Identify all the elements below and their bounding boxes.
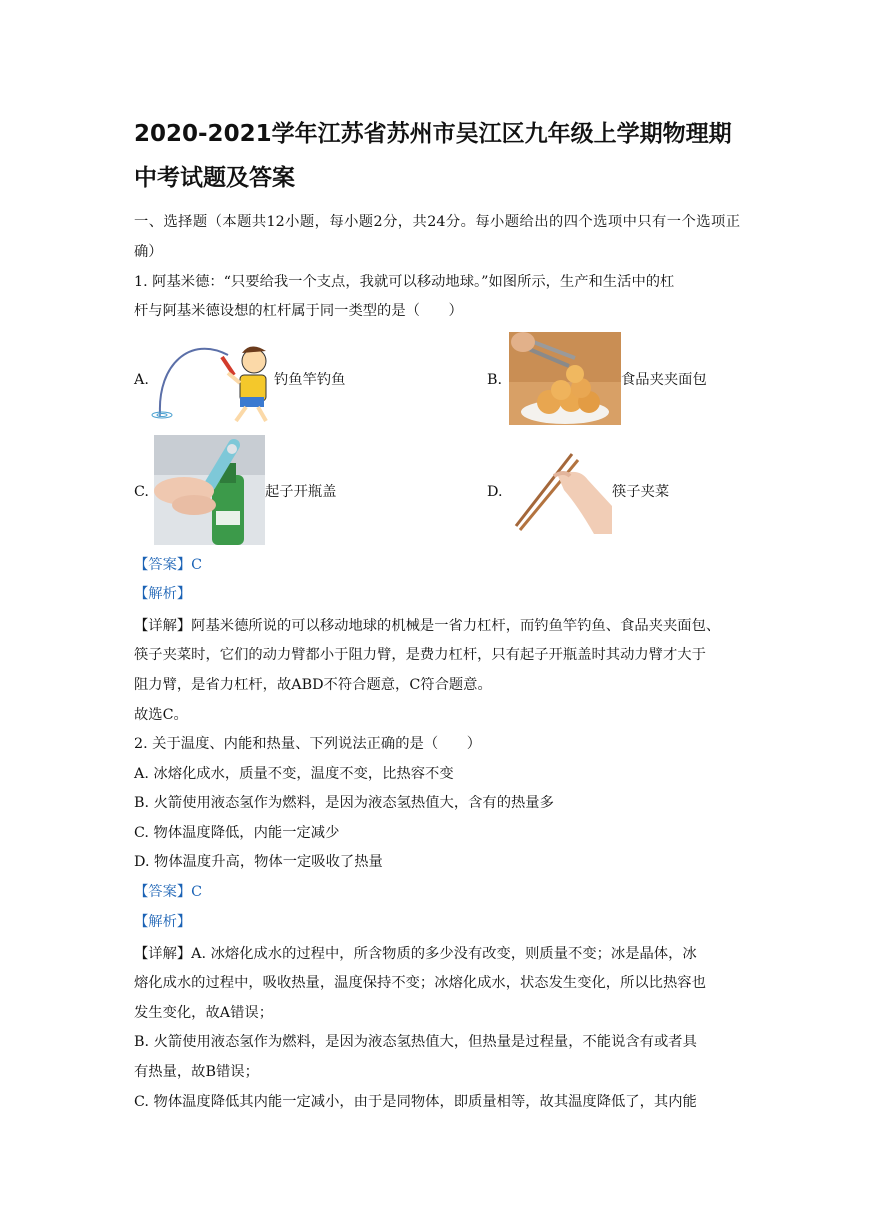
document-title: 2020-2021学年江苏省苏州市吴江区九年级上学期物理期中考试题及答案: [134, 121, 732, 191]
q2-option-d: D. 物体温度升高，物体一定吸收了热量: [134, 854, 383, 870]
q2-answer: 【答案】C: [134, 884, 203, 900]
q1-detail-line2: 筷子夹菜时，它们的动力臂都小于阻力臂，是费力杠杆，只有起子开瓶盖时其动力臂才大于: [134, 647, 706, 663]
q2-detail-line1: 【详解】A. 冰熔化成水的过程中，所含物质的多少没有改变，则质量不变；冰是晶体，冰: [134, 946, 697, 962]
q2-option-c: C. 物体温度降低，内能一定减少: [134, 825, 340, 841]
q1-option-d-label: 筷子夹菜: [612, 484, 670, 500]
q2-stem: 2. 关于温度、内能和热量、下列说法正确的是（ ）: [134, 736, 482, 752]
q2-detail-line4: B. 火箭使用液态氢作为燃料，是因为液态氢热值大，但热量是过程量，不能说含有或者具: [134, 1034, 697, 1050]
q1-answer: 【答案】C: [134, 557, 203, 573]
q1-conclusion: 故选C。: [134, 707, 188, 723]
q1-stem-line1: 1. 阿基米德：“只要给我一个支点，我就可以移动地球。”如图所示，生产和生活中的杠: [134, 274, 675, 290]
q2-option-b: B. 火箭使用液态氢作为燃料，是因为液态氢热值大，含有的热量多: [134, 795, 554, 811]
section-heading: 一、选择题（本题共12小题，每小题2分，共24分。每小题给出的四个选项中只有一个选项正确）: [134, 214, 740, 260]
q2-option-a: A. 冰熔化成水，质量不变，温度不变，比热容不变: [134, 766, 454, 782]
q1-option-a-letter: A.: [134, 372, 149, 388]
q2-analysis-tag: 【解析】: [134, 914, 192, 930]
fishing-rod-image: [150, 335, 274, 423]
q1-detail-line1: 【详解】阿基米德所说的可以移动地球的机械是一省力杠杆，而钓鱼竿钓鱼、食品夹夹面包、: [134, 618, 721, 634]
q2-detail-line5: 有热量，故B错误；: [134, 1064, 259, 1080]
q1-option-c-letter: C.: [134, 484, 149, 500]
q1-option-c-label: 起子开瓶盖: [265, 484, 337, 500]
q1-option-d-letter: D.: [487, 484, 503, 500]
q2-detail-line2: 熔化成水的过程中，吸收热量，温度保持不变；冰熔化成水，状态发生变化，所以比热容也: [134, 975, 706, 991]
bottle-opener-image: [154, 435, 265, 545]
q2-detail-line3: 发生变化，故A错误；: [134, 1005, 273, 1021]
q1-option-a-label: 钓鱼竿钓鱼: [274, 372, 346, 388]
q2-detail-line6: C. 物体温度降低其内能一定减小，由于是同物体，即质量相等，故其温度降低了，其内能: [134, 1094, 697, 1110]
q1-detail-line3: 阻力臂，是省力杠杆，故ABD不符合题意，C符合题意。: [134, 677, 492, 693]
q1-option-b-label: 食品夹夹面包: [621, 372, 707, 388]
q1-option-b-letter: B.: [487, 372, 503, 388]
q1-analysis-tag: 【解析】: [134, 586, 192, 602]
chopsticks-image: [508, 446, 612, 534]
food-tongs-image: [509, 332, 621, 425]
q1-stem-line2: 杆与阿基米德设想的杠杆属于同一类型的是（ ）: [134, 303, 463, 319]
